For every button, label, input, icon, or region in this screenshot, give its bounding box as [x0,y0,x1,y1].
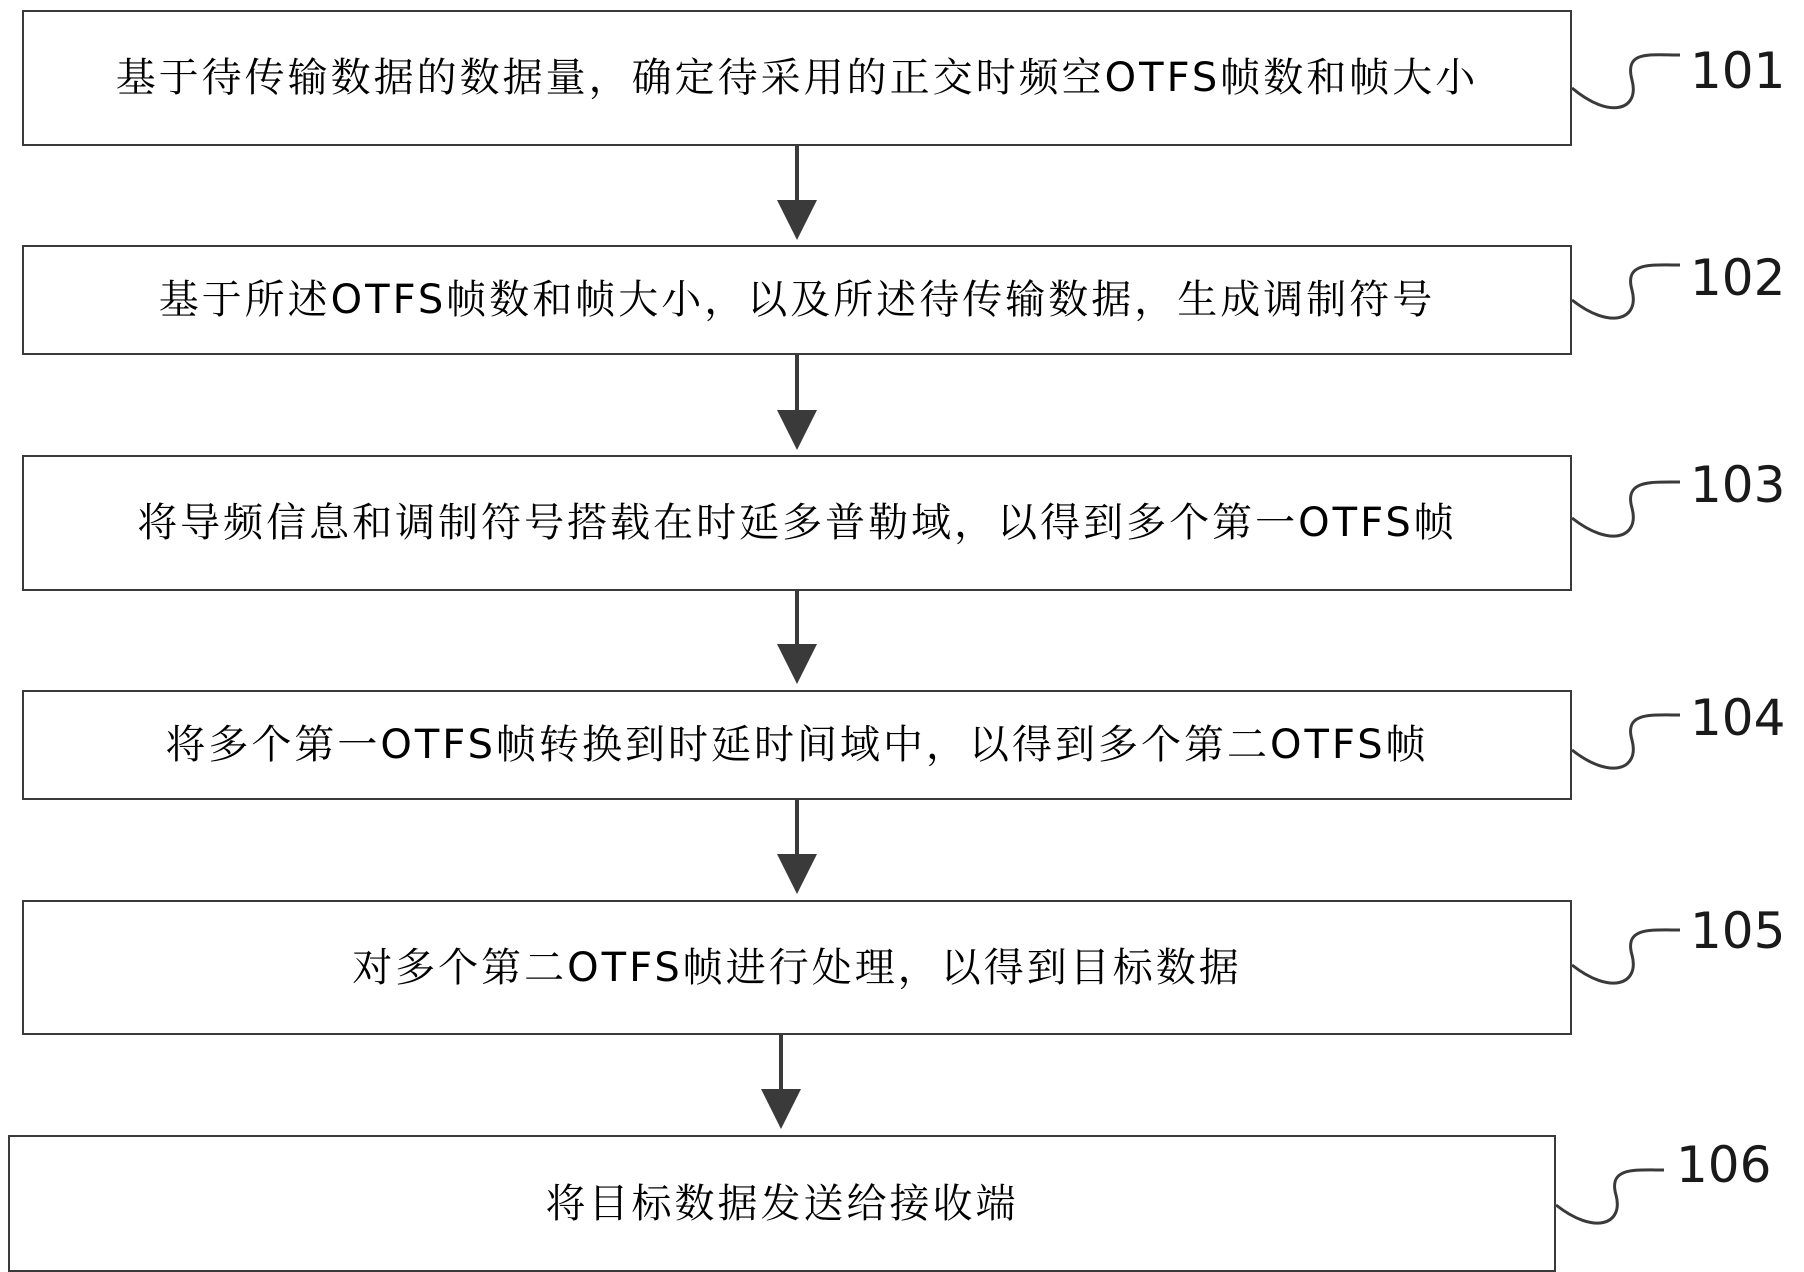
step-number-106: 106 [1676,1136,1772,1194]
step-text-102: 基于所述OTFS帧数和帧大小，以及所述待传输数据，生成调制符号 [158,277,1436,323]
leader-101 [1572,55,1680,108]
step-box-101 [22,10,1572,146]
step-box-102 [22,245,1572,355]
leader-104 [1572,715,1680,768]
step-number-103: 103 [1690,456,1786,514]
step-number-102: 102 [1690,249,1786,307]
step-number-105: 105 [1690,902,1786,960]
step-number-101: 101 [1690,42,1786,100]
leader-103 [1572,482,1680,536]
step-box-106 [8,1135,1556,1272]
step-number-104: 104 [1690,689,1786,747]
leader-102 [1572,265,1680,318]
step-text-105: 对多个第二OTFS帧进行处理，以得到目标数据 [352,944,1242,991]
leader-106 [1556,1170,1664,1223]
step-text-101: 基于待传输数据的数据量，确定待采用的正交时频空OTFS帧数和帧大小 [115,55,1479,101]
step-box-103 [22,455,1572,591]
step-text-103: 将导频信息和调制符号搭载在时延多普勒域，以得到多个第一OTFS帧 [137,500,1457,546]
step-box-104 [22,690,1572,800]
step-text-106: 将目标数据发送给接收端 [545,1180,1019,1227]
leader-105 [1572,930,1680,983]
step-text-104: 将多个第一OTFS帧转换到时延时间域中，以得到多个第二OTFS帧 [165,722,1429,768]
step-box-105 [22,900,1572,1035]
